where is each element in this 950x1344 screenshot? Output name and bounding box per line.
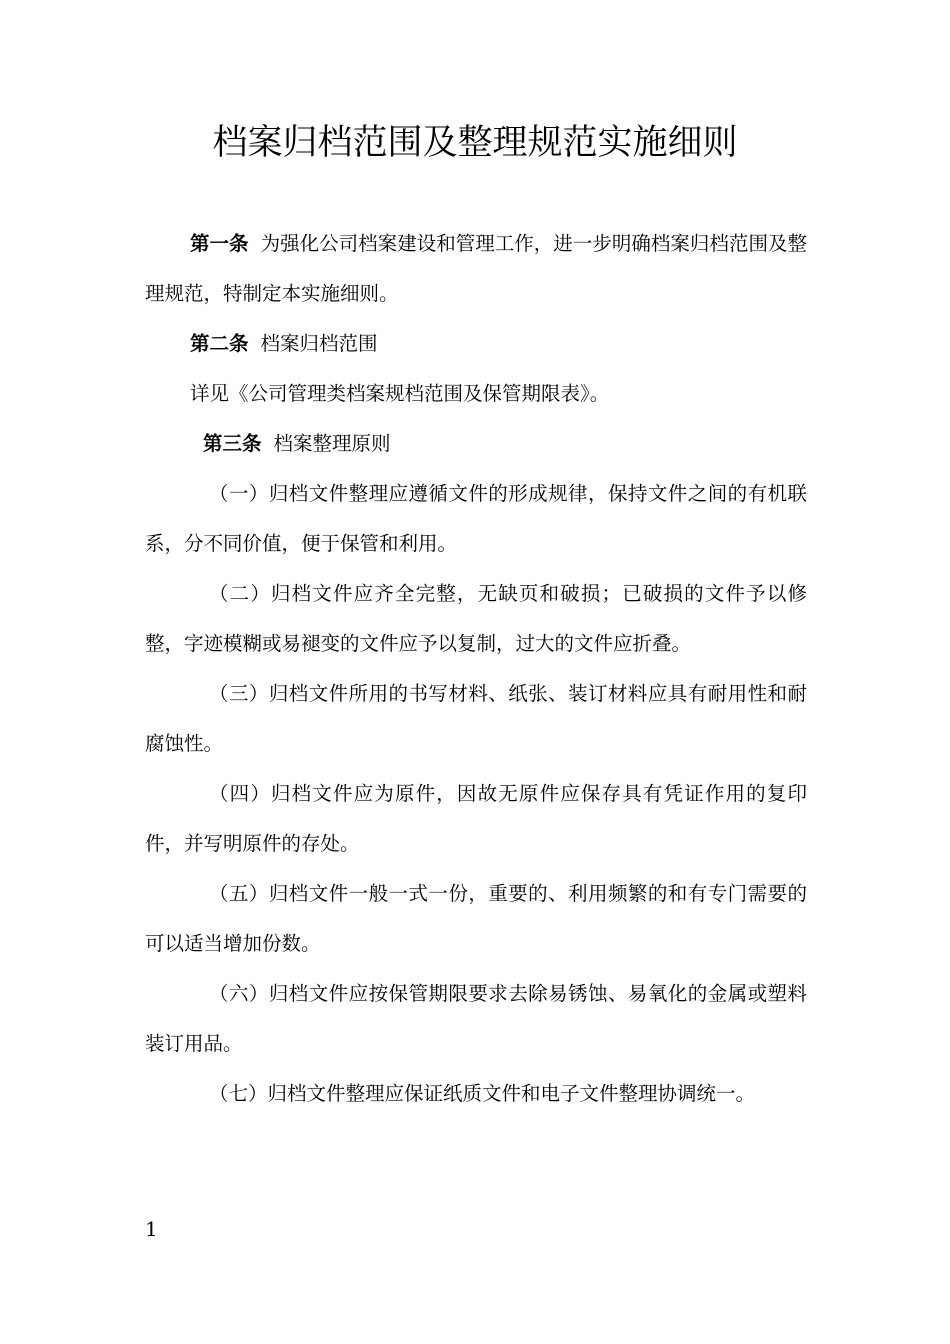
article-3-label: 第三条 [203, 432, 262, 455]
article-2-text: 档案归档范围 [260, 332, 378, 355]
list-item: （七）归档文件整理应保证纸质文件和电子文件整理协调统一。 [209, 1082, 756, 1105]
list-item: （三）归档文件所用的书写材料、纸张、装订材料应具有耐用性和耐腐蚀性。 [145, 682, 807, 755]
list-item: （一）归档文件整理应遵循文件的形成规律，保持文件之间的有机联系，分不同价值，便于保管和利用。 [145, 482, 807, 555]
document-body [145, 219, 807, 1119]
article-3 [145, 419, 807, 469]
list-item: （四）归档文件应为原件，因故无原件应保存具有凭证作用的复印件，并写明原件的存处。 [145, 782, 807, 855]
list-item: （六）归档文件应按保管期限要求去除易锈蚀、易氧化的金属或塑料装订用品。 [145, 982, 807, 1055]
article-1-text: 为强化公司档案建设和管理工作，进一步明确档案归档范围及整理规范，特制定本实施细则。 [145, 232, 807, 305]
document-title: 档案归档范围及整理规范实施细则 [212, 123, 738, 163]
list-item: （五）归档文件一般一式一份，重要的、利用频繁的和有专门需要的可以适当增加份数。 [145, 882, 807, 955]
page-number: 1 [145, 1217, 158, 1241]
article-2-detail-text: 详见《公司管理类档案规档范围及保管期限表》。 [190, 382, 610, 405]
article-2 [145, 319, 807, 369]
article-2-detail [145, 369, 807, 419]
article-1 [145, 219, 807, 319]
list-item: （二）归档文件应齐全完整，无缺页和破损；已破损的文件予以修整，字迹模糊或易褪变的文件应予以复制，过大的文件应折叠。 [145, 582, 807, 655]
article-1-label: 第一条 [190, 232, 249, 255]
article-2-label: 第二条 [190, 332, 249, 355]
article-3-text: 档案整理原则 [273, 432, 391, 455]
